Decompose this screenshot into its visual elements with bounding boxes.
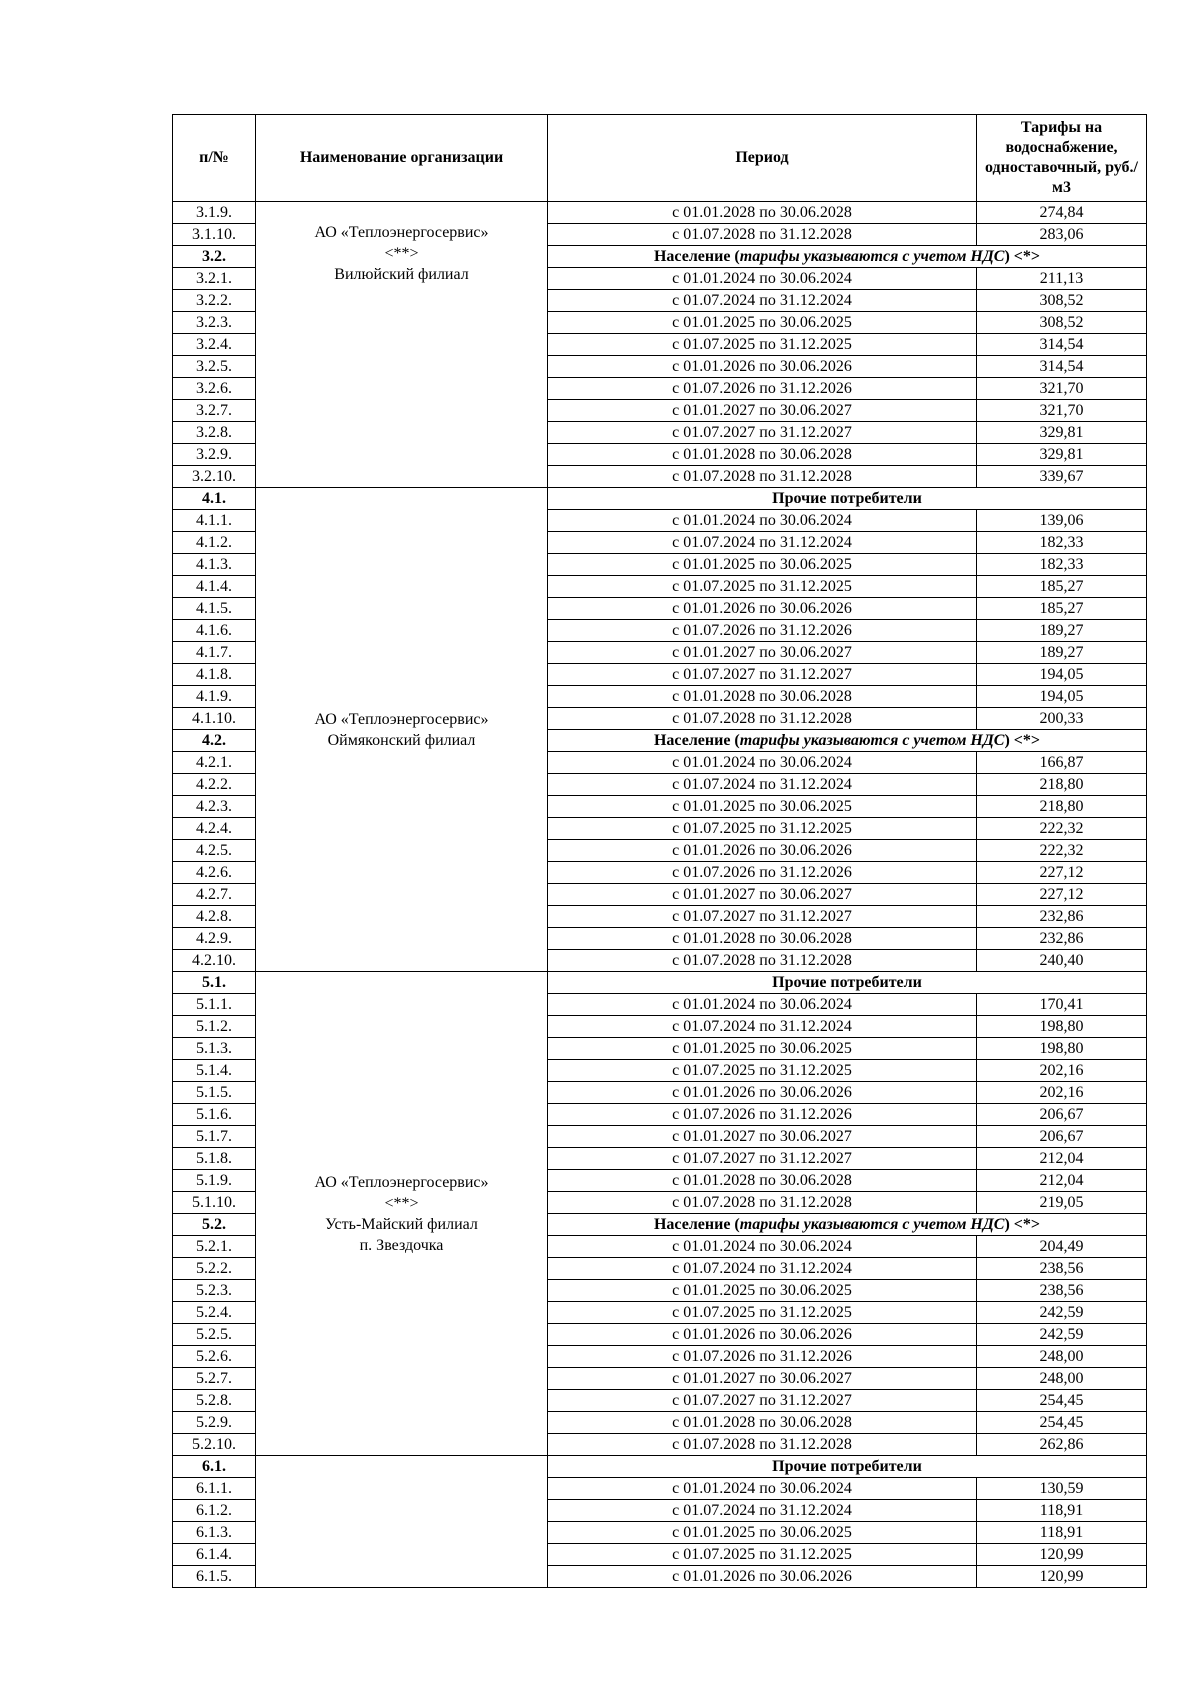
period-cell: с 01.07.2028 по 31.12.2028 <box>548 466 977 488</box>
tariff-value-cell: 248,00 <box>977 1346 1147 1368</box>
organization-name <box>256 972 548 1456</box>
section-label-text: Прочие потребители <box>772 974 922 991</box>
organization-name <box>256 1456 548 1588</box>
row-number: 6.1.5. <box>173 1566 256 1588</box>
organization-lines <box>256 222 547 285</box>
tariff-value-cell: 130,59 <box>977 1478 1147 1500</box>
row-number: 6.1.4. <box>173 1544 256 1566</box>
period-cell: с 01.07.2025 по 31.12.2025 <box>548 1060 977 1082</box>
period-cell: с 01.07.2024 по 31.12.2024 <box>548 774 977 796</box>
row-number: 3.2.1. <box>173 268 256 290</box>
row-number: 6.1. <box>173 1456 256 1478</box>
period-cell: с 01.07.2025 по 31.12.2025 <box>548 576 977 598</box>
section-label-suffix: ) <*> <box>1004 248 1041 265</box>
row-number: 5.2.10. <box>173 1434 256 1456</box>
period-cell: с 01.07.2027 по 31.12.2027 <box>548 422 977 444</box>
period-cell: с 01.01.2026 по 30.06.2026 <box>548 840 977 862</box>
section-label-text: Население ( <box>653 248 740 265</box>
row-number: 3.2.4. <box>173 334 256 356</box>
organization-name <box>256 488 548 972</box>
row-number: 5.2.8. <box>173 1390 256 1412</box>
tariff-table <box>172 114 1147 1588</box>
row-number: 5.2.5. <box>173 1324 256 1346</box>
section-label-text: Прочие потребители <box>772 1458 922 1475</box>
tariff-value-cell: 189,27 <box>977 642 1147 664</box>
organization-line: п. Звездочка <box>359 1236 444 1254</box>
period-cell: с 01.07.2026 по 31.12.2026 <box>548 1104 977 1126</box>
period-cell: с 01.07.2026 по 31.12.2026 <box>548 1346 977 1368</box>
table-row <box>173 202 1147 224</box>
organization-line: Усть-Майский филиал <box>325 1215 478 1233</box>
tariff-value-cell: 283,06 <box>977 224 1147 246</box>
row-number: 4.1. <box>173 488 256 510</box>
tariff-value-cell: 321,70 <box>977 378 1147 400</box>
period-cell: с 01.07.2024 по 31.12.2024 <box>548 1500 977 1522</box>
row-number: 5.1. <box>173 972 256 994</box>
period-cell: с 01.01.2028 по 30.06.2028 <box>548 444 977 466</box>
period-cell: с 01.01.2025 по 30.06.2025 <box>548 1038 977 1060</box>
section-label-note: тарифы указываются с учетом НДС <box>739 1216 1005 1233</box>
period-cell: с 01.01.2024 по 30.06.2024 <box>548 510 977 532</box>
organization-line: АО «Теплоэнергосервис» <box>314 710 489 728</box>
organization-line: АО «Теплоэнергосервис» <box>314 224 489 241</box>
section-label <box>548 730 1147 752</box>
tariff-value-cell: 222,32 <box>977 840 1147 862</box>
period-cell: с 01.07.2027 по 31.12.2027 <box>548 664 977 686</box>
row-number: 4.1.1. <box>173 510 256 532</box>
tariff-value-cell: 118,91 <box>977 1500 1147 1522</box>
row-number: 3.2. <box>173 246 256 268</box>
period-cell: с 01.01.2026 по 30.06.2026 <box>548 1082 977 1104</box>
organization-line: <**> <box>384 1194 419 1212</box>
tariff-value-cell: 120,99 <box>977 1544 1147 1566</box>
row-number: 6.1.3. <box>173 1522 256 1544</box>
period-cell: с 01.01.2027 по 30.06.2027 <box>548 642 977 664</box>
tariff-value-cell: 185,27 <box>977 576 1147 598</box>
table-body <box>173 202 1147 1588</box>
row-number: 4.2.9. <box>173 928 256 950</box>
tariff-value-cell: 166,87 <box>977 752 1147 774</box>
tariff-value-cell: 182,33 <box>977 554 1147 576</box>
tariff-value-cell: 204,49 <box>977 1236 1147 1258</box>
section-row <box>173 488 1147 510</box>
tariff-value-cell: 227,12 <box>977 862 1147 884</box>
row-number: 6.1.2. <box>173 1500 256 1522</box>
period-cell: с 01.07.2027 по 31.12.2027 <box>548 906 977 928</box>
organization-lines <box>256 1172 547 1256</box>
header-tariff: Тарифы на водоснабжение, одноставочный, руб./м3 <box>977 115 1147 202</box>
tariff-value-cell: 308,52 <box>977 312 1147 334</box>
tariff-value-cell: 202,16 <box>977 1060 1147 1082</box>
section-label-text: Население ( <box>653 1216 740 1233</box>
row-number: 5.1.3. <box>173 1038 256 1060</box>
period-cell: с 01.07.2025 по 31.12.2025 <box>548 818 977 840</box>
row-number: 4.2. <box>173 730 256 752</box>
row-number: 4.2.4. <box>173 818 256 840</box>
period-cell: с 01.07.2028 по 31.12.2028 <box>548 708 977 730</box>
period-cell: с 01.01.2024 по 30.06.2024 <box>548 994 977 1016</box>
row-number: 5.2.1. <box>173 1236 256 1258</box>
row-number: 5.1.5. <box>173 1082 256 1104</box>
tariff-value-cell: 219,05 <box>977 1192 1147 1214</box>
row-number: 4.1.9. <box>173 686 256 708</box>
section-label-text: Прочие потребители <box>772 490 922 507</box>
tariff-value-cell: 314,54 <box>977 356 1147 378</box>
period-cell: с 01.01.2025 по 30.06.2025 <box>548 796 977 818</box>
section-label-suffix: ) <*> <box>1004 732 1041 749</box>
tariff-value-cell: 194,05 <box>977 686 1147 708</box>
tariff-value-cell: 240,40 <box>977 950 1147 972</box>
header-period: Период <box>548 115 977 202</box>
row-number: 5.1.4. <box>173 1060 256 1082</box>
organization-lines <box>256 709 547 751</box>
tariff-value-cell: 321,70 <box>977 400 1147 422</box>
tariff-value-cell: 194,05 <box>977 664 1147 686</box>
organization-name <box>256 202 548 488</box>
period-cell: с 01.07.2024 по 31.12.2024 <box>548 532 977 554</box>
tariff-value-cell: 242,59 <box>977 1302 1147 1324</box>
period-cell: с 01.01.2024 по 30.06.2024 <box>548 268 977 290</box>
row-number: 4.2.10. <box>173 950 256 972</box>
period-cell: с 01.07.2024 по 31.12.2024 <box>548 290 977 312</box>
row-number: 3.1.10. <box>173 224 256 246</box>
section-label <box>548 488 1147 510</box>
period-cell: с 01.07.2027 по 31.12.2027 <box>548 1390 977 1412</box>
table-header-row <box>173 115 1147 202</box>
tariff-value-cell: 242,59 <box>977 1324 1147 1346</box>
period-cell: с 01.01.2027 по 30.06.2027 <box>548 1126 977 1148</box>
row-number: 5.2.6. <box>173 1346 256 1368</box>
row-number: 4.1.8. <box>173 664 256 686</box>
period-cell: с 01.01.2027 по 30.06.2027 <box>548 400 977 422</box>
period-cell: с 01.01.2028 по 30.06.2028 <box>548 1412 977 1434</box>
row-number: 5.1.6. <box>173 1104 256 1126</box>
period-cell: с 01.07.2026 по 31.12.2026 <box>548 620 977 642</box>
tariff-value-cell: 314,54 <box>977 334 1147 356</box>
tariff-value-cell: 170,41 <box>977 994 1147 1016</box>
row-number: 4.1.10. <box>173 708 256 730</box>
row-number: 4.2.8. <box>173 906 256 928</box>
row-number: 4.1.7. <box>173 642 256 664</box>
tariff-value-cell: 232,86 <box>977 928 1147 950</box>
section-label-text: Население ( <box>653 732 740 749</box>
period-cell: с 01.01.2028 по 30.06.2028 <box>548 928 977 950</box>
row-number: 3.2.3. <box>173 312 256 334</box>
section-label <box>548 972 1147 994</box>
tariff-value-cell: 200,33 <box>977 708 1147 730</box>
row-number: 5.1.1. <box>173 994 256 1016</box>
period-cell: с 01.07.2024 по 31.12.2024 <box>548 1016 977 1038</box>
tariff-value-cell: 222,32 <box>977 818 1147 840</box>
section-row <box>173 1456 1147 1478</box>
row-number: 4.2.2. <box>173 774 256 796</box>
tariff-value-cell: 206,67 <box>977 1104 1147 1126</box>
row-number: 5.2.4. <box>173 1302 256 1324</box>
period-cell: с 01.01.2025 по 30.06.2025 <box>548 312 977 334</box>
tariff-value-cell: 212,04 <box>977 1148 1147 1170</box>
tariff-value-cell: 329,81 <box>977 422 1147 444</box>
tariff-value-cell: 329,81 <box>977 444 1147 466</box>
row-number: 5.1.2. <box>173 1016 256 1038</box>
tariff-value-cell: 118,91 <box>977 1522 1147 1544</box>
period-cell: с 01.07.2024 по 31.12.2024 <box>548 1258 977 1280</box>
period-cell: с 01.01.2026 по 30.06.2026 <box>548 356 977 378</box>
tariff-value-cell: 139,06 <box>977 510 1147 532</box>
row-number: 4.1.6. <box>173 620 256 642</box>
row-number: 5.2.2. <box>173 1258 256 1280</box>
tariff-value-cell: 254,45 <box>977 1390 1147 1412</box>
tariff-value-cell: 232,86 <box>977 906 1147 928</box>
tariff-value-cell: 254,45 <box>977 1412 1147 1434</box>
period-cell: с 01.07.2028 по 31.12.2028 <box>548 950 977 972</box>
tariff-value-cell: 198,80 <box>977 1016 1147 1038</box>
row-number: 3.1.9. <box>173 202 256 224</box>
period-cell: с 01.01.2024 по 30.06.2024 <box>548 1236 977 1258</box>
row-number: 3.2.6. <box>173 378 256 400</box>
period-cell: с 01.01.2026 по 30.06.2026 <box>548 1566 977 1588</box>
tariff-value-cell: 227,12 <box>977 884 1147 906</box>
row-number: 5.1.10. <box>173 1192 256 1214</box>
row-number: 4.1.4. <box>173 576 256 598</box>
tariff-value-cell: 274,84 <box>977 202 1147 224</box>
tariff-value-cell: 120,99 <box>977 1566 1147 1588</box>
row-number: 4.2.1. <box>173 752 256 774</box>
tariff-value-cell: 202,16 <box>977 1082 1147 1104</box>
tariff-value-cell: 339,67 <box>977 466 1147 488</box>
tariff-value-cell: 185,27 <box>977 598 1147 620</box>
period-cell: с 01.07.2028 по 31.12.2028 <box>548 1192 977 1214</box>
tariff-value-cell: 262,86 <box>977 1434 1147 1456</box>
tariff-value-cell: 238,56 <box>977 1258 1147 1280</box>
period-cell: с 01.07.2026 по 31.12.2026 <box>548 862 977 884</box>
row-number: 5.2.3. <box>173 1280 256 1302</box>
organization-line: <**> <box>384 245 419 262</box>
section-label-note: тарифы указываются с учетом НДС <box>739 248 1005 265</box>
row-number: 3.2.5. <box>173 356 256 378</box>
row-number: 3.2.9. <box>173 444 256 466</box>
row-number: 3.2.2. <box>173 290 256 312</box>
period-cell: с 01.01.2028 по 30.06.2028 <box>548 686 977 708</box>
row-number: 4.1.2. <box>173 532 256 554</box>
period-cell: с 01.01.2028 по 30.06.2028 <box>548 202 977 224</box>
organization-line: АО «Теплоэнергосервис» <box>314 1173 489 1191</box>
period-cell: с 01.07.2025 по 31.12.2025 <box>548 1544 977 1566</box>
section-label <box>548 1214 1147 1236</box>
row-number: 4.2.3. <box>173 796 256 818</box>
row-number: 4.1.5. <box>173 598 256 620</box>
organization-line: Оймяконский филиал <box>327 731 476 749</box>
period-cell: с 01.01.2027 по 30.06.2027 <box>548 1368 977 1390</box>
row-number: 5.1.9. <box>173 1170 256 1192</box>
period-cell: с 01.01.2026 по 30.06.2026 <box>548 1324 977 1346</box>
header-num: п/№ <box>173 115 256 202</box>
tariff-value-cell: 189,27 <box>977 620 1147 642</box>
row-number: 5.1.7. <box>173 1126 256 1148</box>
period-cell: с 01.07.2027 по 31.12.2027 <box>548 1148 977 1170</box>
tariff-value-cell: 198,80 <box>977 1038 1147 1060</box>
period-cell: с 01.07.2028 по 31.12.2028 <box>548 1434 977 1456</box>
period-cell: с 01.01.2028 по 30.06.2028 <box>548 1170 977 1192</box>
period-cell: с 01.01.2024 по 30.06.2024 <box>548 1478 977 1500</box>
row-number: 4.2.5. <box>173 840 256 862</box>
header-org: Наименование организации <box>256 115 548 202</box>
row-number: 4.2.7. <box>173 884 256 906</box>
row-number: 3.2.8. <box>173 422 256 444</box>
row-number: 3.2.10. <box>173 466 256 488</box>
period-cell: с 01.01.2025 по 30.06.2025 <box>548 1280 977 1302</box>
tariff-value-cell: 308,52 <box>977 290 1147 312</box>
period-cell: с 01.07.2025 по 31.12.2025 <box>548 334 977 356</box>
row-number: 5.1.8. <box>173 1148 256 1170</box>
tariff-value-cell: 212,04 <box>977 1170 1147 1192</box>
period-cell: с 01.01.2026 по 30.06.2026 <box>548 598 977 620</box>
tariff-value-cell: 238,56 <box>977 1280 1147 1302</box>
row-number: 4.2.6. <box>173 862 256 884</box>
tariff-value-cell: 211,13 <box>977 268 1147 290</box>
tariff-value-cell: 206,67 <box>977 1126 1147 1148</box>
tariff-value-cell: 218,80 <box>977 796 1147 818</box>
period-cell: с 01.07.2026 по 31.12.2026 <box>548 378 977 400</box>
section-label <box>548 246 1147 268</box>
row-number: 5.2. <box>173 1214 256 1236</box>
section-label <box>548 1456 1147 1478</box>
section-label-suffix: ) <*> <box>1004 1216 1041 1233</box>
row-number: 6.1.1. <box>173 1478 256 1500</box>
period-cell: с 01.01.2024 по 30.06.2024 <box>548 752 977 774</box>
row-number: 4.1.3. <box>173 554 256 576</box>
period-cell: с 01.07.2025 по 31.12.2025 <box>548 1302 977 1324</box>
row-number: 3.2.7. <box>173 400 256 422</box>
tariff-value-cell: 182,33 <box>977 532 1147 554</box>
row-number: 5.2.9. <box>173 1412 256 1434</box>
period-cell: с 01.01.2025 по 30.06.2025 <box>548 554 977 576</box>
section-row <box>173 972 1147 994</box>
tariff-value-cell: 248,00 <box>977 1368 1147 1390</box>
period-cell: с 01.01.2027 по 30.06.2027 <box>548 884 977 906</box>
tariff-value-cell: 218,80 <box>977 774 1147 796</box>
row-number: 5.2.7. <box>173 1368 256 1390</box>
organization-line: Вилюйский филиал <box>334 266 469 283</box>
period-cell: с 01.01.2025 по 30.06.2025 <box>548 1522 977 1544</box>
period-cell: с 01.07.2028 по 31.12.2028 <box>548 224 977 246</box>
section-label-note: тарифы указываются с учетом НДС <box>739 732 1005 749</box>
